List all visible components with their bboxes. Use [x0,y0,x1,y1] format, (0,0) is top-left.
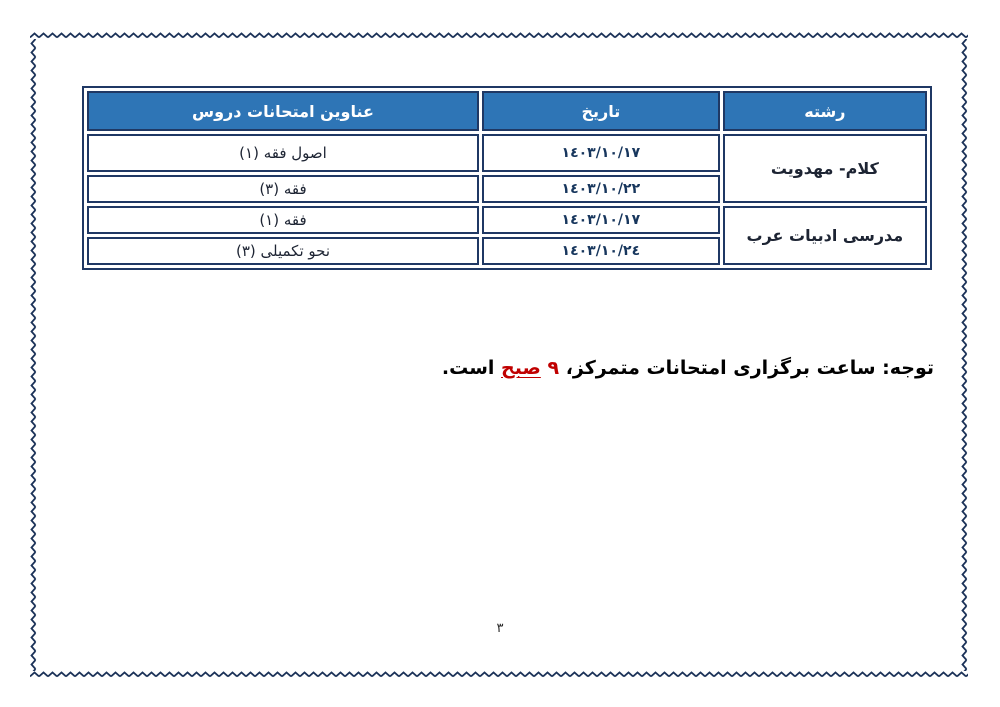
title-cell: اصول فقه (١) [87,134,479,172]
note-text [442,357,934,379]
title-cell: فقه (١) [87,206,479,234]
column-header-date: تاریخ [482,91,720,131]
column-header-field: رشته [723,91,927,131]
date-cell: ١٤٠٣/١٠/١٧ [482,134,720,172]
exam-schedule-table [82,86,932,270]
title-cell: نحو تکمیلی (٣) [87,237,479,265]
note-time-number: ٩ [540,357,560,379]
page-number: ٣ [496,621,504,636]
date-cell: ١٤٠٣/١٠/١٧ [482,206,720,234]
note-suffix: است. [441,357,502,379]
date-cell: ١٤٠٣/١٠/٢٢ [482,175,720,203]
field-cell: کلام- مهدویت [723,134,927,203]
field-cell: مدرسی ادبیات عرب [723,206,927,265]
date-cell: ١٤٠٣/١٠/٢٤ [482,237,720,265]
note-time-word: صبح [501,357,541,379]
note-prefix: توجه: ساعت برگزاری امتحانات متمرکز، [559,357,934,379]
column-header-title: عناوین امتحانات دروس [87,91,479,131]
table-row [87,134,927,172]
title-cell: فقه (٣) [87,175,479,203]
table-row [87,206,927,234]
table-header-row [87,91,927,131]
